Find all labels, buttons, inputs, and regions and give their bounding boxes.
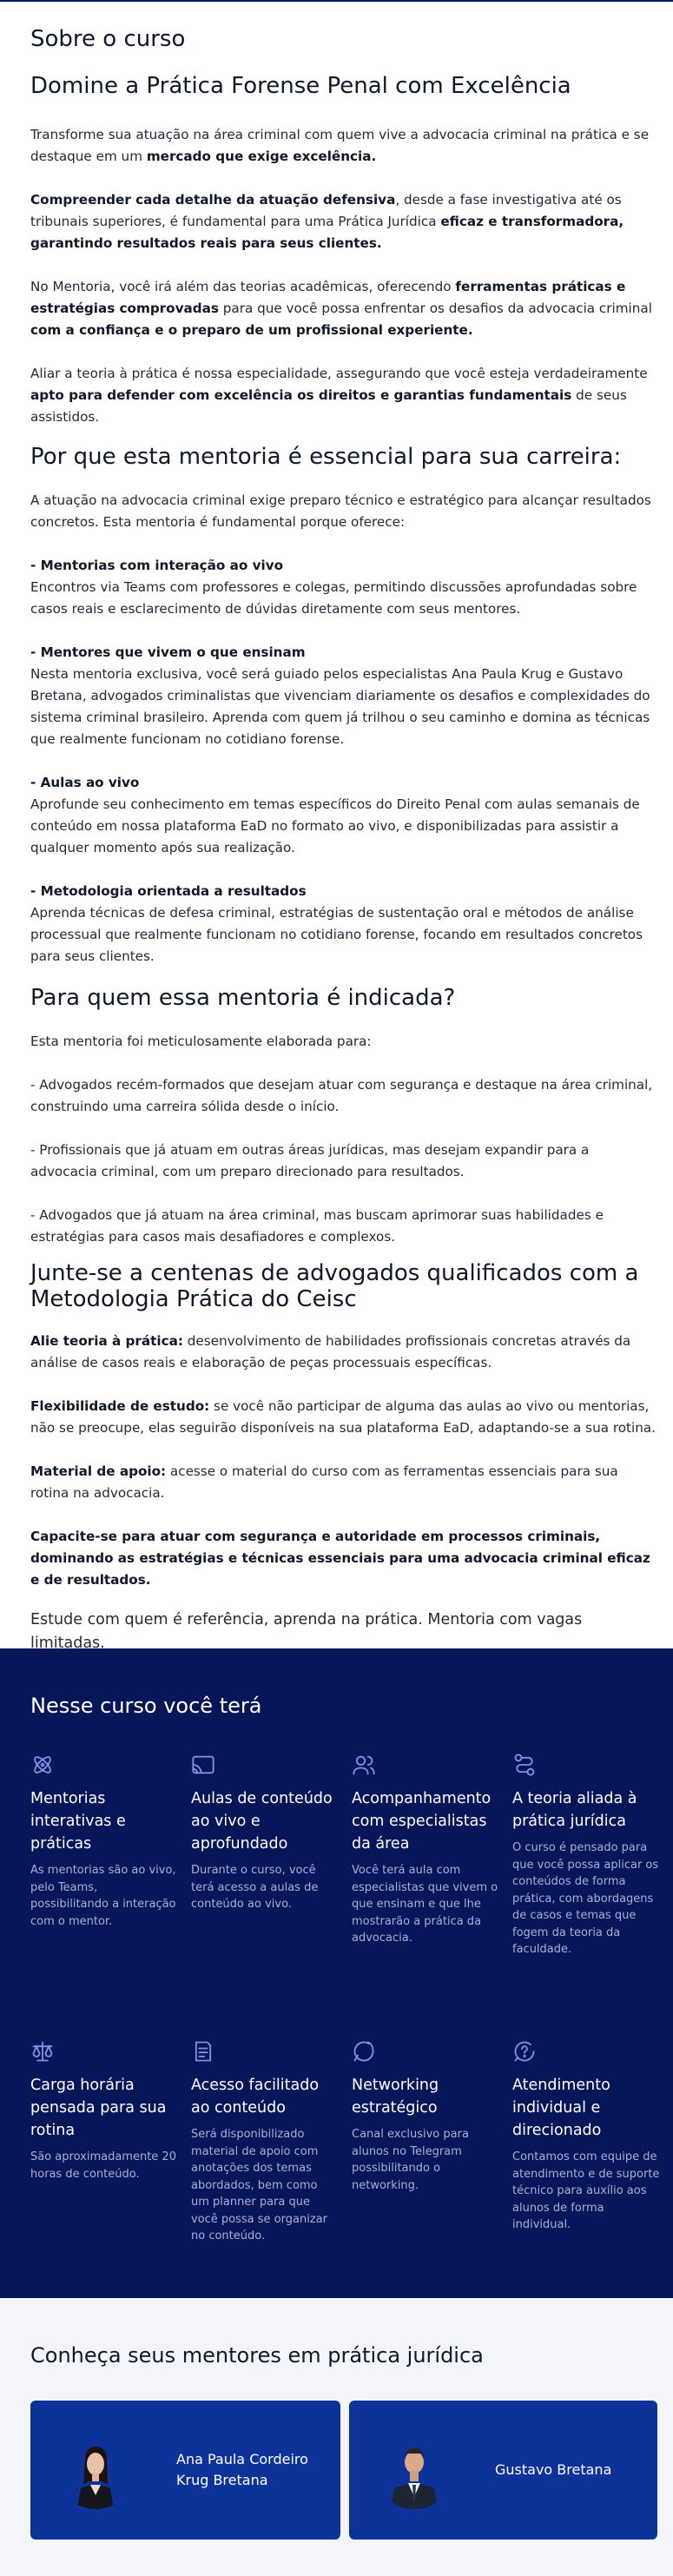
feature-title: A teoria aliada à prática jurídica [512,1790,637,1830]
feature-title: Carga horária pensada para sua rotina [30,2077,167,2139]
feature-title: Atendimento individual e direcionado [512,2077,610,2139]
text: para que você possa enfrentar os desafios da advocacia criminal [218,301,652,317]
features-section [0,1648,673,2298]
join-closing: Estude com quem é referência, aprenda na prática. Mentoria com vagas limitadas. [30,1610,583,1652]
join-item [30,1396,657,1439]
feature-text: Você terá aula com especialistas que vivem o que ensinam e que lhe mostrarão a prática da advocacia. [352,1864,498,1945]
feature-title: Mentorias interativas e práticas [30,1790,126,1853]
why-item [30,772,657,859]
mentor-card[interactable] [30,2401,340,2540]
mentor-name: Gustavo Bretana [495,2461,612,2478]
emphasis: Compreender cada detalhe da atuação defensiva [30,192,396,208]
why-item-text: Aprofunde seu conhecimento em temas específicos do Direito Penal com aulas semanais de conteúdo em nossa plataforma EaD no formato ao vivo, e disponibilizadas para assistir a qualquer momento após sua realização. [30,796,640,855]
feature-card [352,1753,499,2039]
join-item-text: se você não participar de alguma das aulas ao vivo ou mentorias, não se preocupe, elas seguirão disponíveis na sua plataforma EaD, adaptando-se a sua rotina. [30,1397,656,1436]
mentors-title: Conheça seus mentores em prática jurídica [30,2343,484,2368]
about-headline: Domine a Prática Forense Penal com Excelência [30,73,571,99]
join-item-label: Material de apoio: [30,1463,167,1479]
why-item-title: - Metodologia orientada a resultados [30,882,307,899]
feature-text: As mentorias são ao vivo, pelo Teams, possibilitando a interação com o mentor. [30,1864,176,1928]
feature-card [30,1753,178,2039]
why-item-title: - Mentores que vivem o que ensinam [30,644,306,660]
audience-intro: Esta mentoria foi meticulosamente elaborada para: [30,1033,372,1049]
feature-text: Canal exclusivo para alunos no Telegram possibilitando o networking. [352,2128,469,2192]
emphasis: com a confiança e o preparo de um profissional experiente. [30,322,473,339]
audience-item: - Profissionais que já atuam em outras áreas jurídicas, mas desejam expandir para a advocacia criminal, com um preparo direcionado para resultados. [30,1141,590,1179]
feature-card [30,2039,178,2326]
audience-title: Para quem essa mentoria é indicada? [30,984,456,1011]
text: de seus assistidos. [30,387,627,426]
feature-card [191,2039,339,2326]
emphasis: Capacite-se para atuar com segurança e autoridade em processos criminais, dominando as estratégias e técnicas essenciais para uma advocacia criminal eficaz e de resultados. [30,1528,650,1588]
feature-title: Acesso facilitado ao conteúdo [191,2077,320,2117]
atom-icon [30,1753,55,1777]
about-paragraph-3 [30,276,657,341]
why-item-title: - Mentorias com interação ao vivo [30,557,284,573]
why-item [30,642,657,750]
join-title: Junte-se a centenas de advogados qualificados com a Metodologia Prática do Ceisc [30,1259,639,1313]
text: Transforme sua atuação na área criminal com quem vive a advocacia criminal na prática e se destaque em um [30,127,650,165]
route-icon [512,1753,537,1777]
scale-icon [30,2039,55,2064]
about-paragraph-1 [30,124,657,168]
about-title: Sobre o curso [30,26,186,52]
why-item-text: Encontros via Teams com professores e colegas, permitindo discussões aprofundadas sobre casos reais e esclarecimento de dúvidas diretamente com seus mentores. [30,578,637,617]
about-section [0,2,673,1652]
audience-item: - Advogados recém-formados que desejam atuar com segurança e destaque na área criminal, construindo uma carreira sólida desde o início. [30,1076,653,1114]
join-item-text: acesse o material do curso com as ferramentas essenciais para sua rotina na advocacia. [30,1463,618,1501]
feature-text: Será disponibilizado material de apoio com anotações dos temas abordados, bem como um planner para que você possa se organizar no conteúdo. [191,2128,327,2242]
feature-text: O curso é pensado para que você possa aplicar os conteúdos de forma prática, com abordagens de casos e temas que fogem da teoria da faculdade. [512,1841,659,1956]
mentor-card[interactable] [349,2401,657,2540]
emphasis: apto para defender com excelência os direitos e garantias fundamentais [30,387,572,404]
why-item-text: Aprenda técnicas de defesa criminal, estratégias de sustentação oral e métodos de análise processual que realmente funcionam no cotidiano forense, focando em resultados concretos para seus clientes. [30,904,643,964]
feature-card [512,2039,660,2326]
document-icon [191,2039,215,2064]
feature-card [352,2039,499,2326]
text: Aliar a teoria à prática é nossa especialidade, assegurando que você esteja verdadeiramente [30,366,648,382]
help-icon [512,2039,537,2064]
text: , desde a fase investigativa até os tribunais superiores, é fundamental para uma Prática Jurídica [30,192,622,230]
why-item-text: Nesta mentoria exclusiva, você será guiado pelos especialistas Ana Paula Krug e Gustavo Bretana, advogados criminalistas que vivenciam diariamente os desafios e complexidades do sistema criminal brasileiro. Aprenda com quem já trilhou o seu caminho e domina as técnicas que realmente funcionam no cotidiano forense. [30,665,650,747]
feature-text: Contamos com equipe de atendimento e de suporte técnico para auxílio aos alunos de forma individual. [512,2150,660,2231]
why-title: Por que esta mentoria é essencial para sua carreira: [30,444,622,471]
why-intro: A atuação na advocacia criminal exige preparo técnico e estratégico para alcançar resultados concretos. Esta mentoria é fundamental porque oferece: [30,492,651,530]
feature-text: Durante o curso, você terá acesso a aulas de conteúdo ao vivo. [191,1864,319,1911]
about-paragraph-4 [30,363,657,428]
emphasis: ferramentas práticas e estratégias comprovadas [30,279,626,317]
about-paragraph-2 [30,189,657,254]
emphasis: mercado que exige excelência. [146,149,377,165]
mentor-photo [56,2431,135,2509]
features-grid [30,1753,660,2326]
why-item-title: - Aulas ao vivo [30,774,140,790]
emphasis: eficaz e transformadora, garantindo resultados reais para seus clientes. [30,214,624,252]
why-item [30,555,657,620]
text: No Mentoria, você irá além das teorias acadêmicas, oferecendo [30,279,456,295]
avatar [56,2431,135,2509]
mentors-list [30,2401,657,2540]
join-item [30,1461,657,1504]
mentor-name: Ana Paula Cordeiro Krug Bretana [176,2451,308,2488]
feature-text: São aproximadamente 20 horas de conteúdo. [30,2150,176,2181]
features-title: Nesse curso você terá [30,1694,262,1718]
avatar [375,2431,453,2509]
join-item-label: Flexibilidade de estudo: [30,1397,210,1414]
feature-title: Networking estratégico [352,2077,439,2117]
mentor-photo [375,2431,453,2509]
feature-title: Acompanhamento com especialistas da área [352,1790,492,1853]
feature-card [512,1753,660,2039]
users-icon [352,1753,376,1777]
join-item [30,1331,657,1374]
cast-icon [191,1753,215,1777]
audience-item: - Advogados que já atuam na área criminal, mas buscam aprimorar suas habilidades e estratégias para casos mais desafiadores e complexos. [30,1206,604,1245]
join-item-label: Alie teoria à prática: [30,1332,183,1349]
feature-title: Aulas de conteúdo ao vivo e aprofundado [191,1790,333,1853]
mentors-section [0,2298,673,2576]
join-item-text: desenvolvimento de habilidades profissionais concretas através da análise de casos reais e elaboração de peças processuais específicas. [30,1332,631,1371]
join-emphasis [30,1526,657,1591]
feature-card [191,1753,339,2039]
why-item [30,881,657,968]
chat-icon [352,2039,376,2064]
